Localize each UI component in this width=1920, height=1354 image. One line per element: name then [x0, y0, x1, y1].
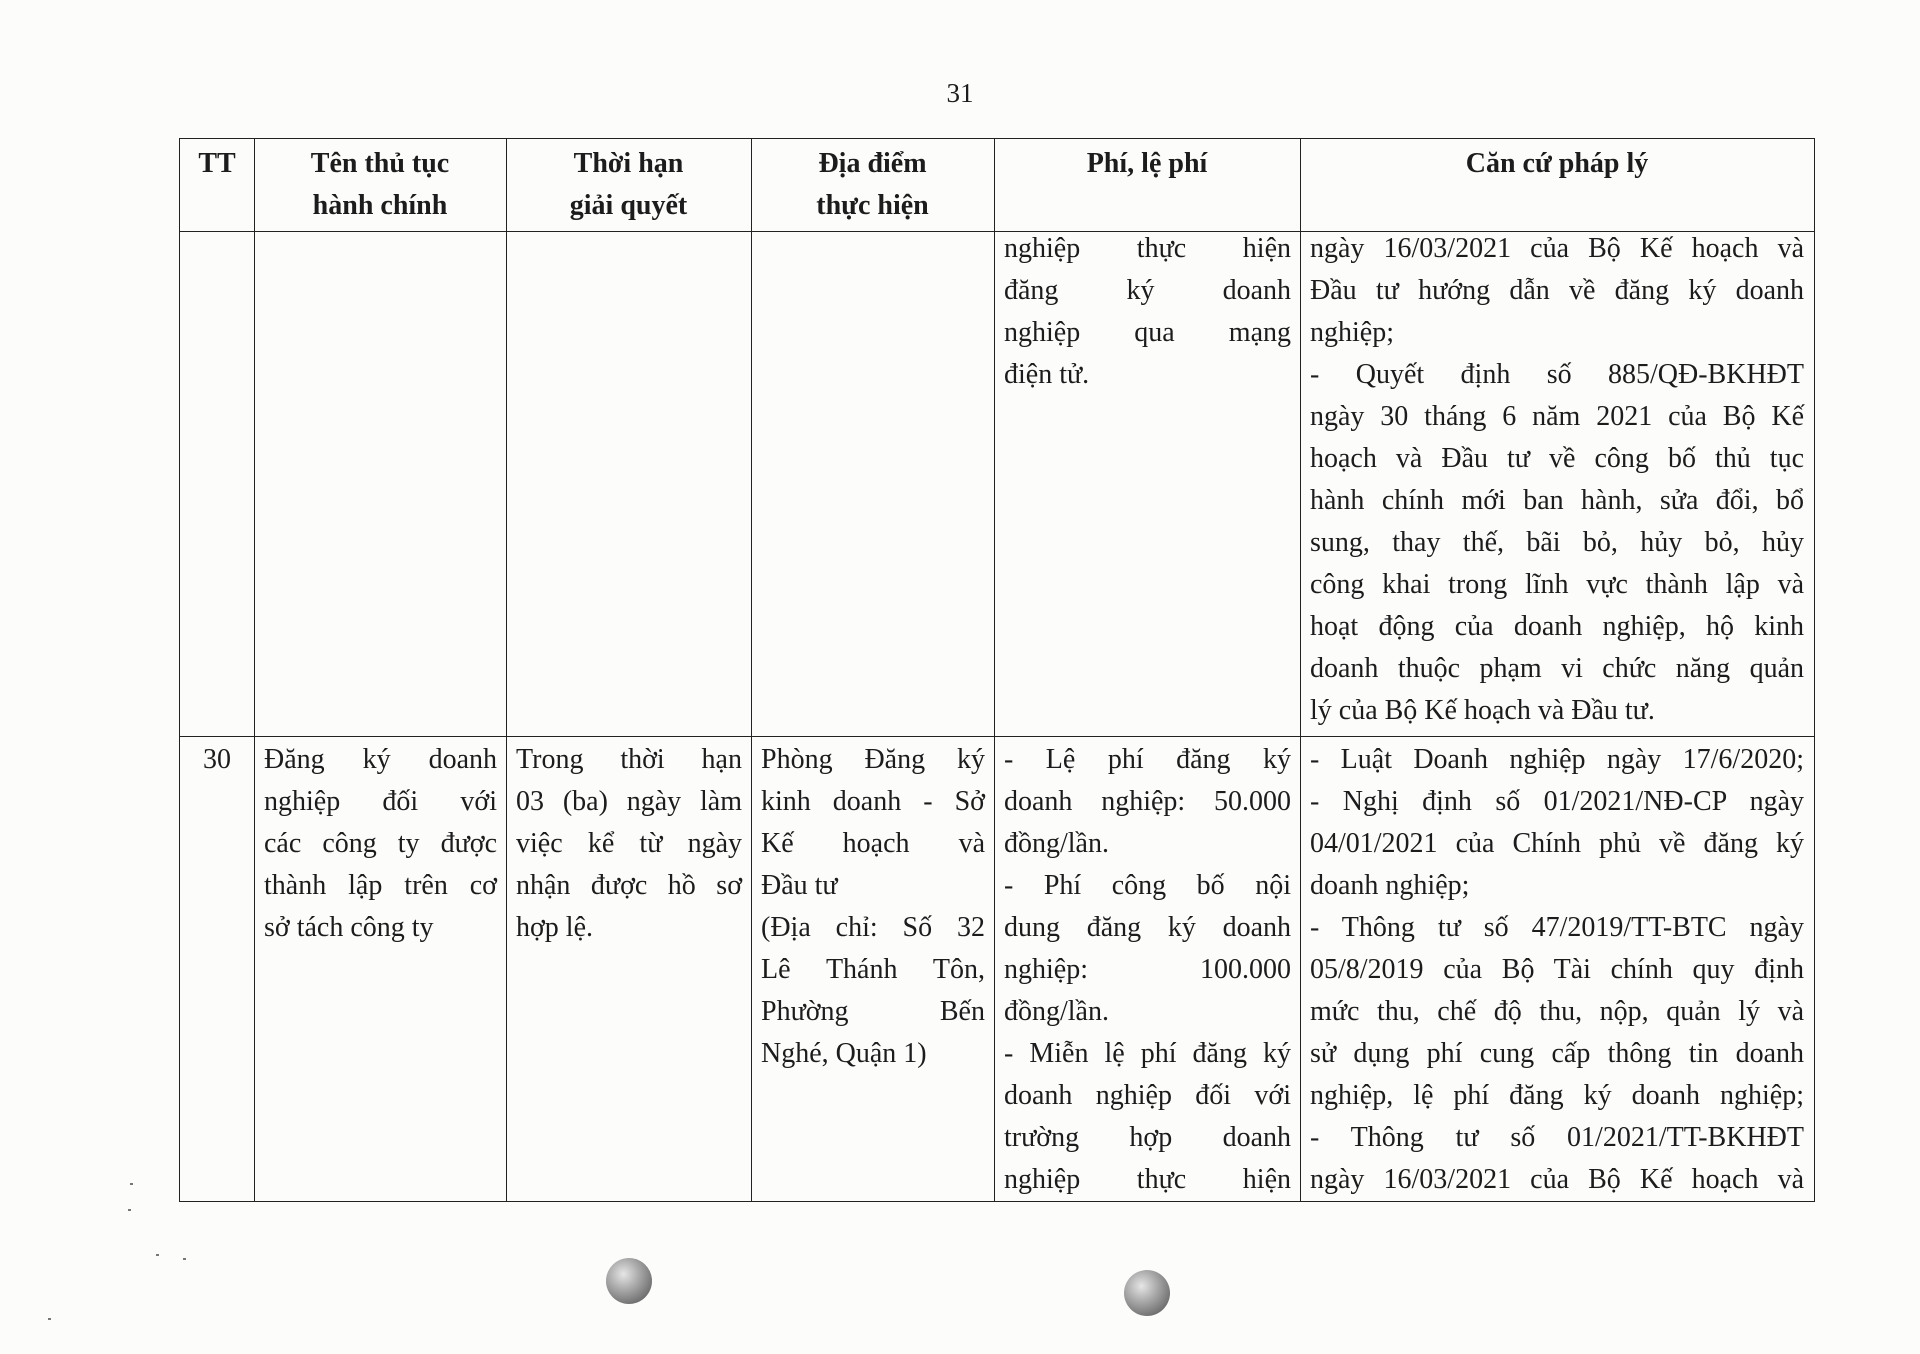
continued-fee-cell: nghiệp thực hiện đăng ký doanh nghiệp qua mạng điện tử. [1004, 233, 1291, 390]
header-procedure-name: Tên thủ tục hành chính [310, 148, 450, 221]
binder-hole [606, 1258, 652, 1304]
row-30-fee-cell: - Lệ phí đăng ký doanh nghiệp: 50.000 đồng/lần. - Phí công bố nội dung đăng ký doanh nghiệp: 100.000 đồng/lần. - Miễn lệ phí đăng ký doanh nghiệp đối với trường hợp doanh nghiệp thực hiện [1004, 744, 1291, 1195]
scan-speck [183, 1258, 186, 1260]
header-legal-basis: Căn cứ pháp lý [1465, 148, 1649, 179]
binder-hole [1124, 1270, 1170, 1316]
column-divider [506, 139, 507, 1201]
row-divider [180, 736, 1814, 737]
scan-speck [128, 1209, 131, 1211]
header-duration: Thời hạn giải quyết [569, 148, 688, 221]
page-number: 31 [946, 78, 974, 108]
scan-speck [130, 1183, 133, 1185]
header-location: Địa điểm thực hiện [816, 148, 929, 221]
procedure-table [179, 138, 1815, 1202]
row-30-name-cell: Đăng ký doanh nghiệp đối với các công ty được thành lập trên cơ sở tách công ty [264, 744, 497, 943]
row-30-location-cell: Phòng Đăng ký kinh doanh - Sở Kế hoạch và Đầu tư (Địa chỉ: Số 32 Lê Thánh Tôn, Phường Bến Nghé, Quận 1) [761, 744, 985, 1069]
scan-speck [156, 1254, 159, 1256]
row-30-tt: 30 [203, 744, 231, 775]
column-divider [254, 139, 255, 1201]
row-30-duration-cell: Trong thời hạn 03 (ba) ngày làm việc kể từ ngày nhận được hồ sơ hợp lệ. [516, 744, 742, 943]
row-30-legal-cell: - Luật Doanh nghiệp ngày 17/6/2020; - Nghị định số 01/2021/NĐ-CP ngày 04/01/2021 của Chính phủ về đăng ký doanh nghiệp; - Thông tư số 47/2019/TT-BTC ngày 05/8/2019 của Bộ Tài chính quy định mức thu, chế độ thu, nộp, quản lý và sử dụng phí cung cấp thông tin doanh nghiệp, lệ phí đăng ký doanh nghiệp; - Thông tư số 01/2021/TT-BKHĐT ngày 16/03/2021 của Bộ Kế hoạch và [1310, 744, 1804, 1195]
header-tt: TT [198, 148, 236, 179]
scan-speck [48, 1318, 51, 1320]
header-fee: Phí, lệ phí [1086, 148, 1208, 179]
continued-legal-cell: ngày 16/03/2021 của Bộ Kế hoạch và Đầu tư hướng dẫn về đăng ký doanh nghiệp; - Quyết định số 885/QĐ-BKHĐT ngày 30 tháng 6 năm 2021 của Bộ Kế hoạch và Đầu tư về công bố thủ tục hành chính mới ban hành, sửa đổi, bổ sung, thay thế, bãi bỏ, hủy bỏ, hủy công khai trong lĩnh vực thành lập và hoạt động của doanh nghiệp, hộ kinh doanh thuộc phạm vi chức năng quản lý của Bộ Kế hoạch và Đầu tư. [1310, 233, 1804, 726]
